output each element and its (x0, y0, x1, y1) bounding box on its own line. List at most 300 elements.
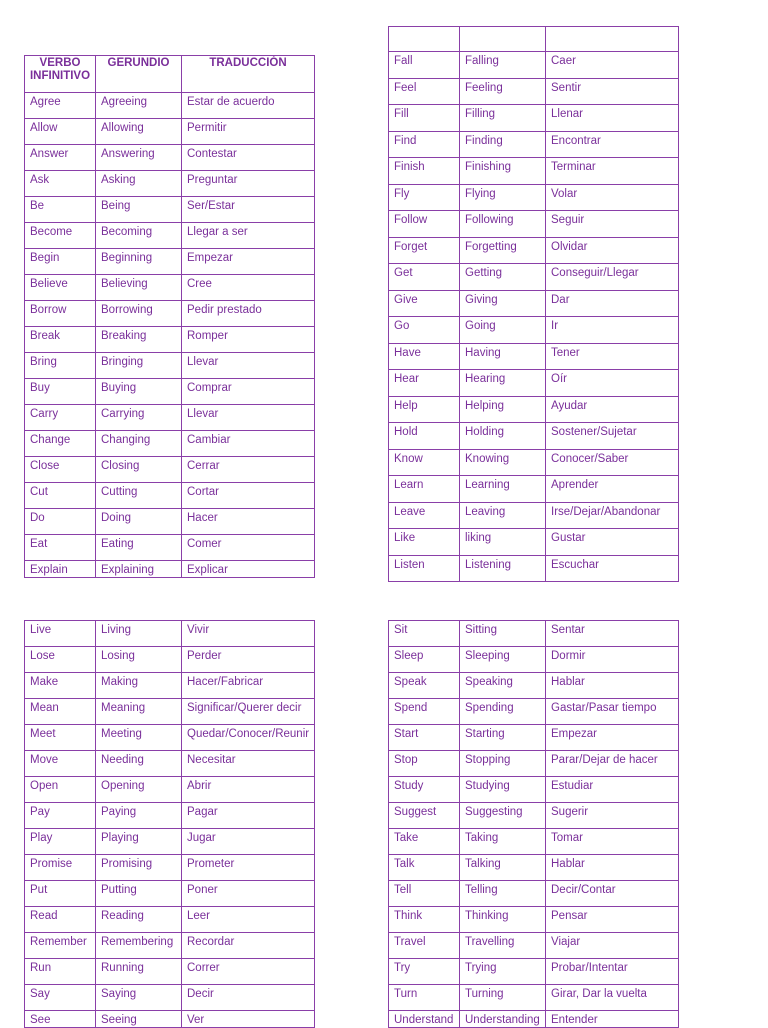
verb-table-a-e-body (25, 56, 315, 578)
translation-cell: Probar/Intentar (546, 959, 679, 985)
gerund-cell: Feeling (460, 78, 546, 105)
empty-header-cell (460, 27, 546, 52)
infinitive-cell: Run (25, 959, 96, 985)
infinitive-cell: Open (25, 777, 96, 803)
table-row (389, 211, 679, 238)
table-row (389, 290, 679, 317)
translation-cell: Dar (546, 290, 679, 317)
gerund-cell: Doing (96, 509, 182, 535)
infinitive-cell: Take (389, 829, 460, 855)
translation-cell: Explicar (182, 561, 315, 578)
table-row (389, 131, 679, 158)
infinitive-cell: Like (389, 529, 460, 556)
translation-cell: Escuchar (546, 555, 679, 582)
translation-cell: Conseguir/Llegar (546, 264, 679, 291)
verb-table-f-l-body (389, 27, 679, 582)
infinitive-cell: Close (25, 457, 96, 483)
gerund-cell: Finding (460, 131, 546, 158)
gerund-cell: Answering (96, 145, 182, 171)
table-row (25, 483, 315, 509)
infinitive-cell: Study (389, 777, 460, 803)
table-row (389, 777, 679, 803)
gerund-cell: Turning (460, 985, 546, 1011)
gerund-cell: Speaking (460, 673, 546, 699)
infinitive-cell: Answer (25, 145, 96, 171)
translation-cell: Irse/Dejar/Abandonar (546, 502, 679, 529)
infinitive-cell: Suggest (389, 803, 460, 829)
gerund-cell: Putting (96, 881, 182, 907)
translation-cell: Quedar/Conocer/Reunir (182, 725, 315, 751)
translation-cell: Llevar (182, 353, 315, 379)
gerund-cell: Remembering (96, 933, 182, 959)
header-infinitive: VERBO INFINITIVO (25, 56, 96, 93)
infinitive-cell: Break (25, 327, 96, 353)
infinitive-cell: Turn (389, 985, 460, 1011)
translation-cell: Abrir (182, 777, 315, 803)
table-header-row (25, 56, 315, 93)
infinitive-cell: Carry (25, 405, 96, 431)
translation-cell: Cambiar (182, 431, 315, 457)
table-row (389, 237, 679, 264)
infinitive-cell: Change (25, 431, 96, 457)
table-row (389, 449, 679, 476)
table-row (25, 777, 315, 803)
translation-cell: Perder (182, 647, 315, 673)
infinitive-cell: Bring (25, 353, 96, 379)
translation-cell: Estudiar (546, 777, 679, 803)
translation-cell: Hablar (546, 855, 679, 881)
infinitive-cell: Tell (389, 881, 460, 907)
gerund-cell: Playing (96, 829, 182, 855)
gerund-cell: Talking (460, 855, 546, 881)
infinitive-cell: Do (25, 509, 96, 535)
gerund-cell: Breaking (96, 327, 182, 353)
translation-cell: Contestar (182, 145, 315, 171)
gerund-cell: Falling (460, 52, 546, 79)
gerund-cell: Promising (96, 855, 182, 881)
translation-cell: Vivir (182, 621, 315, 647)
table-row (389, 647, 679, 673)
translation-cell: Gustar (546, 529, 679, 556)
translation-cell: Recordar (182, 933, 315, 959)
gerund-cell: Forgetting (460, 237, 546, 264)
gerund-cell: Understanding (460, 1011, 546, 1028)
gerund-cell: Stopping (460, 751, 546, 777)
header-translation: TRADUCCIÓN (182, 56, 315, 93)
gerund-cell: Living (96, 621, 182, 647)
translation-cell: Encontrar (546, 131, 679, 158)
table-row (25, 197, 315, 223)
table-row (25, 353, 315, 379)
table-row (389, 699, 679, 725)
translation-cell: Terminar (546, 158, 679, 185)
empty-header-cell (389, 27, 460, 52)
table-row (389, 396, 679, 423)
verb-table-s-u-body (389, 621, 679, 1028)
table-row (25, 725, 315, 751)
translation-cell: Gastar/Pasar tiempo (546, 699, 679, 725)
table-row (389, 555, 679, 582)
infinitive-cell: Fall (389, 52, 460, 79)
infinitive-cell: Fly (389, 184, 460, 211)
gerund-cell: Paying (96, 803, 182, 829)
gerund-cell: Going (460, 317, 546, 344)
translation-cell: Sentar (546, 621, 679, 647)
table-row (389, 673, 679, 699)
translation-cell: Tener (546, 343, 679, 370)
table-row (25, 673, 315, 699)
translation-cell: Viajar (546, 933, 679, 959)
table-row (25, 535, 315, 561)
gerund-cell: Explaining (96, 561, 182, 578)
infinitive-cell: Remember (25, 933, 96, 959)
table-row (389, 105, 679, 132)
translation-cell: Cerrar (182, 457, 315, 483)
gerund-cell: Thinking (460, 907, 546, 933)
translation-cell: Correr (182, 959, 315, 985)
gerund-cell: Cutting (96, 483, 182, 509)
table-row (389, 803, 679, 829)
gerund-cell: Changing (96, 431, 182, 457)
infinitive-cell: Understand (389, 1011, 460, 1028)
translation-cell: Ir (546, 317, 679, 344)
table-row (25, 457, 315, 483)
infinitive-cell: Follow (389, 211, 460, 238)
gerund-cell: Following (460, 211, 546, 238)
infinitive-cell: Make (25, 673, 96, 699)
table-row (25, 933, 315, 959)
infinitive-cell: Travel (389, 933, 460, 959)
infinitive-cell: Say (25, 985, 96, 1011)
infinitive-cell: Hold (389, 423, 460, 450)
infinitive-cell: Know (389, 449, 460, 476)
infinitive-cell: Have (389, 343, 460, 370)
table-row (25, 249, 315, 275)
table-row (389, 78, 679, 105)
table-row (389, 621, 679, 647)
table-row (389, 264, 679, 291)
infinitive-cell: Think (389, 907, 460, 933)
gerund-cell: Knowing (460, 449, 546, 476)
table-row (25, 985, 315, 1011)
infinitive-cell: Explain (25, 561, 96, 578)
translation-cell: Decir/Contar (546, 881, 679, 907)
table-row (389, 907, 679, 933)
gerund-cell: Believing (96, 275, 182, 301)
infinitive-cell: Listen (389, 555, 460, 582)
infinitive-cell: Move (25, 751, 96, 777)
translation-cell: Olvidar (546, 237, 679, 264)
table-row (25, 119, 315, 145)
table-row (25, 405, 315, 431)
translation-cell: Sostener/Sujetar (546, 423, 679, 450)
verb-table-l-s-body (25, 621, 315, 1028)
infinitive-cell: Fill (389, 105, 460, 132)
table-row (389, 725, 679, 751)
gerund-cell: Agreeing (96, 93, 182, 119)
infinitive-cell: Learn (389, 476, 460, 503)
gerund-cell: Filling (460, 105, 546, 132)
infinitive-cell: Hear (389, 370, 460, 397)
infinitive-cell: Eat (25, 535, 96, 561)
gerund-cell: Listening (460, 555, 546, 582)
translation-cell: Sugerir (546, 803, 679, 829)
infinitive-cell: Allow (25, 119, 96, 145)
table-row (25, 561, 315, 578)
gerund-cell: Being (96, 197, 182, 223)
translation-cell: Poner (182, 881, 315, 907)
gerund-cell: Borrowing (96, 301, 182, 327)
table-row (389, 529, 679, 556)
gerund-cell: Losing (96, 647, 182, 673)
infinitive-cell: Help (389, 396, 460, 423)
translation-cell: Entender (546, 1011, 679, 1028)
gerund-cell: Buying (96, 379, 182, 405)
gerund-cell: Giving (460, 290, 546, 317)
table-row (25, 379, 315, 405)
table-row (389, 985, 679, 1011)
translation-cell: Comer (182, 535, 315, 561)
infinitive-cell: Start (389, 725, 460, 751)
translation-cell: Ser/Estar (182, 197, 315, 223)
table-row (25, 275, 315, 301)
gerund-cell: Seeing (96, 1011, 182, 1028)
translation-cell: Tomar (546, 829, 679, 855)
gerund-cell: Taking (460, 829, 546, 855)
infinitive-cell: Agree (25, 93, 96, 119)
gerund-cell: Suggesting (460, 803, 546, 829)
translation-cell: Pagar (182, 803, 315, 829)
table-row (389, 370, 679, 397)
infinitive-cell: Sleep (389, 647, 460, 673)
empty-header-cell (546, 27, 679, 52)
gerund-cell: Making (96, 673, 182, 699)
infinitive-cell: Buy (25, 379, 96, 405)
table-row (389, 343, 679, 370)
infinitive-cell: Borrow (25, 301, 96, 327)
translation-cell: Llegar a ser (182, 223, 315, 249)
translation-cell: Oír (546, 370, 679, 397)
gerund-cell: Trying (460, 959, 546, 985)
infinitive-cell: Feel (389, 78, 460, 105)
table-row (389, 751, 679, 777)
translation-cell: Romper (182, 327, 315, 353)
infinitive-cell: Stop (389, 751, 460, 777)
gerund-cell: Travelling (460, 933, 546, 959)
translation-cell: Parar/Dejar de hacer (546, 751, 679, 777)
infinitive-cell: Put (25, 881, 96, 907)
infinitive-cell: Mean (25, 699, 96, 725)
infinitive-cell: Meet (25, 725, 96, 751)
table-row (389, 317, 679, 344)
table-row (389, 423, 679, 450)
table-row (389, 476, 679, 503)
table-row (389, 184, 679, 211)
gerund-cell: Meeting (96, 725, 182, 751)
table-row (25, 223, 315, 249)
gerund-cell: Running (96, 959, 182, 985)
table-row (25, 509, 315, 535)
table-row (25, 751, 315, 777)
infinitive-cell: Find (389, 131, 460, 158)
gerund-cell: Telling (460, 881, 546, 907)
table-row (25, 93, 315, 119)
infinitive-cell: Live (25, 621, 96, 647)
translation-cell: Empezar (546, 725, 679, 751)
infinitive-cell: Pay (25, 803, 96, 829)
table-row (25, 855, 315, 881)
infinitive-cell: Leave (389, 502, 460, 529)
gerund-cell: Spending (460, 699, 546, 725)
infinitive-cell: Believe (25, 275, 96, 301)
gerund-cell: Reading (96, 907, 182, 933)
infinitive-cell: Go (389, 317, 460, 344)
infinitive-cell: Talk (389, 855, 460, 881)
table-row (25, 145, 315, 171)
translation-cell: Permitir (182, 119, 315, 145)
translation-cell: Pensar (546, 907, 679, 933)
gerund-cell: Becoming (96, 223, 182, 249)
table-row (25, 959, 315, 985)
table-row (389, 855, 679, 881)
translation-cell: Hacer/Fabricar (182, 673, 315, 699)
translation-cell: Hacer (182, 509, 315, 535)
gerund-cell: liking (460, 529, 546, 556)
infinitive-cell: Finish (389, 158, 460, 185)
infinitive-cell: Read (25, 907, 96, 933)
translation-cell: Llenar (546, 105, 679, 132)
gerund-cell: Needing (96, 751, 182, 777)
translation-cell: Cortar (182, 483, 315, 509)
table-row (25, 803, 315, 829)
translation-cell: Cree (182, 275, 315, 301)
translation-cell: Aprender (546, 476, 679, 503)
table-row (25, 301, 315, 327)
gerund-cell: Finishing (460, 158, 546, 185)
translation-cell: Leer (182, 907, 315, 933)
translation-cell: Sentir (546, 78, 679, 105)
translation-cell: Ayudar (546, 396, 679, 423)
infinitive-cell: Spend (389, 699, 460, 725)
header-gerund: GERUNDIO (96, 56, 182, 93)
table-row (25, 431, 315, 457)
infinitive-cell: Begin (25, 249, 96, 275)
translation-cell: Girar, Dar la vuelta (546, 985, 679, 1011)
infinitive-cell: Become (25, 223, 96, 249)
infinitive-cell: Cut (25, 483, 96, 509)
gerund-cell: Getting (460, 264, 546, 291)
verb-table-l-s (24, 620, 315, 1028)
table-row (389, 502, 679, 529)
infinitive-cell: Be (25, 197, 96, 223)
gerund-cell: Learning (460, 476, 546, 503)
table-row (25, 881, 315, 907)
table-row (25, 829, 315, 855)
infinitive-cell: See (25, 1011, 96, 1028)
translation-cell: Caer (546, 52, 679, 79)
infinitive-cell: Speak (389, 673, 460, 699)
translation-cell: Prometer (182, 855, 315, 881)
infinitive-cell: Forget (389, 237, 460, 264)
gerund-cell: Opening (96, 777, 182, 803)
table-row (389, 52, 679, 79)
table-row (25, 907, 315, 933)
table-row (25, 647, 315, 673)
translation-cell: Hablar (546, 673, 679, 699)
translation-cell: Volar (546, 184, 679, 211)
infinitive-cell: Ask (25, 171, 96, 197)
translation-cell: Decir (182, 985, 315, 1011)
gerund-cell: Allowing (96, 119, 182, 145)
table-row (25, 699, 315, 725)
table-row (25, 1011, 315, 1028)
gerund-cell: Carrying (96, 405, 182, 431)
gerund-cell: Meaning (96, 699, 182, 725)
table-row (389, 881, 679, 907)
gerund-cell: Bringing (96, 353, 182, 379)
translation-cell: Preguntar (182, 171, 315, 197)
infinitive-cell: Play (25, 829, 96, 855)
table-row (389, 829, 679, 855)
gerund-cell: Saying (96, 985, 182, 1011)
table-row (389, 959, 679, 985)
table-row (25, 327, 315, 353)
gerund-cell: Eating (96, 535, 182, 561)
infinitive-cell: Lose (25, 647, 96, 673)
table-row (25, 171, 315, 197)
gerund-cell: Studying (460, 777, 546, 803)
gerund-cell: Leaving (460, 502, 546, 529)
translation-cell: Comprar (182, 379, 315, 405)
gerund-cell: Helping (460, 396, 546, 423)
infinitive-cell: Promise (25, 855, 96, 881)
table-row (389, 933, 679, 959)
gerund-cell: Starting (460, 725, 546, 751)
gerund-cell: Sleeping (460, 647, 546, 673)
gerund-cell: Having (460, 343, 546, 370)
translation-cell: Ver (182, 1011, 315, 1028)
translation-cell: Llevar (182, 405, 315, 431)
gerund-cell: Asking (96, 171, 182, 197)
translation-cell: Conocer/Saber (546, 449, 679, 476)
translation-cell: Necesitar (182, 751, 315, 777)
translation-cell: Seguir (546, 211, 679, 238)
translation-cell: Estar de acuerdo (182, 93, 315, 119)
verb-table-s-u (388, 620, 679, 1028)
gerund-cell: Hearing (460, 370, 546, 397)
infinitive-cell: Try (389, 959, 460, 985)
gerund-cell: Beginning (96, 249, 182, 275)
translation-cell: Significar/Querer decir (182, 699, 315, 725)
infinitive-cell: Give (389, 290, 460, 317)
table-row (389, 158, 679, 185)
table-row (389, 1011, 679, 1028)
translation-cell: Jugar (182, 829, 315, 855)
translation-cell: Pedir prestado (182, 301, 315, 327)
table-row (25, 621, 315, 647)
infinitive-cell: Get (389, 264, 460, 291)
gerund-cell: Holding (460, 423, 546, 450)
verb-table-f-l (388, 26, 679, 582)
empty-header-row (389, 27, 679, 52)
gerund-cell: Sitting (460, 621, 546, 647)
gerund-cell: Flying (460, 184, 546, 211)
translation-cell: Dormir (546, 647, 679, 673)
verb-table-a-e (24, 55, 315, 578)
translation-cell: Empezar (182, 249, 315, 275)
infinitive-cell: Sit (389, 621, 460, 647)
gerund-cell: Closing (96, 457, 182, 483)
